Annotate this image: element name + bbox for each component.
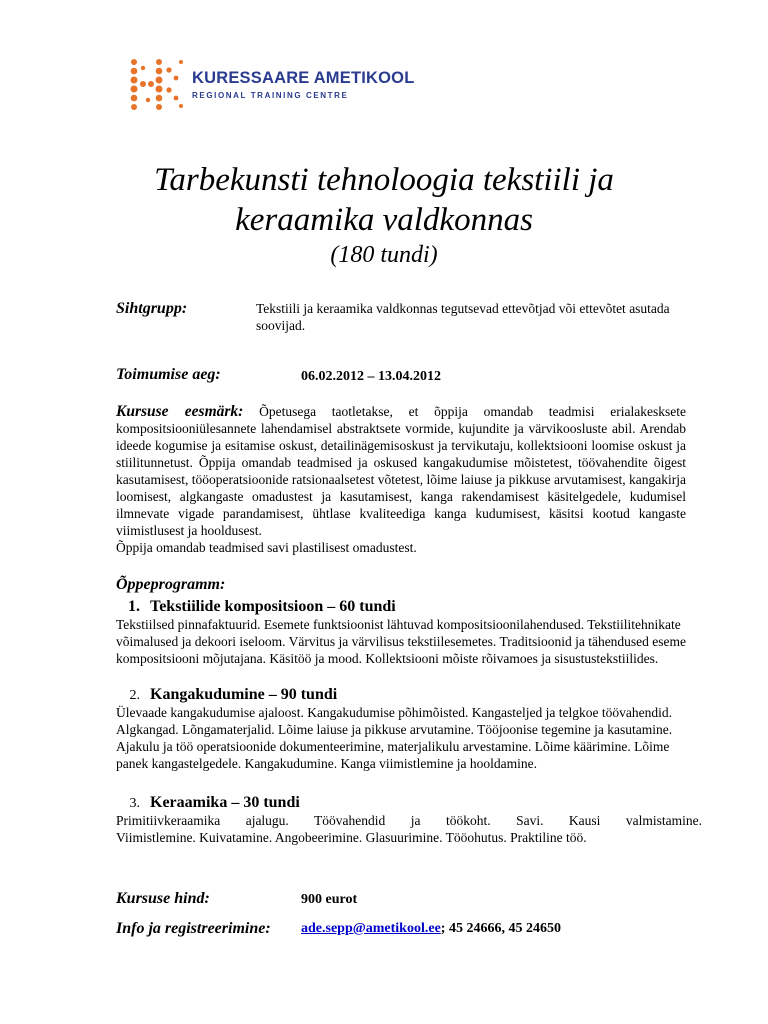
goal-label: Kursuse eesmärk: xyxy=(116,403,244,420)
goal-text-2: Õppija omandab teadmised savi plastilisest omadustest. xyxy=(116,540,417,555)
phone-numbers: ; 45 24666, 45 24650 xyxy=(440,921,561,936)
info-label: Info ja registreerimine: xyxy=(116,920,271,937)
course-goal xyxy=(116,403,686,556)
contact-info xyxy=(301,921,561,937)
module-3 xyxy=(116,794,702,846)
title-line-2: keraamika valdkonnas xyxy=(235,202,533,238)
course-hours: (180 tundi) xyxy=(330,242,438,268)
price-value: 900 eurot xyxy=(301,892,358,907)
program-label: Õppeprogramm: xyxy=(116,576,226,593)
target-group-value: Tekstiili ja keraamika valdkonnas tegutsevad ettevõtjad või ettevõtet asutada soovijad. xyxy=(256,301,670,333)
module-number: 3. xyxy=(129,796,140,811)
email-link[interactable]: ade.sepp@ametikool.ee xyxy=(301,921,441,936)
module-2 xyxy=(116,686,702,772)
page-title xyxy=(0,160,768,240)
module-title: Keraamika – 30 tundi xyxy=(150,794,300,811)
module-description-line-1: Primitiivkeraamika ajalugu. Töövahendid ja töökoht. Savi. Kausi valmistamine. xyxy=(116,813,702,828)
target-group-label: Sihtgrupp: xyxy=(116,300,188,317)
module-description-line-2: Viimistlemine. Kuivatamine. Angobeerimine. Glasuurimine. Tööohutus. Praktiline töö. xyxy=(116,830,587,845)
schedule-value: 06.02.2012 – 13.04.2012 xyxy=(301,369,441,384)
title-line-1: Tarbekunsti tehnoloogia tekstiili ja xyxy=(154,162,614,198)
schedule-label: Toimumise aeg: xyxy=(116,366,221,383)
module-description: Tekstiilsed pinnafaktuurid. Esemete funktsioonist lähtuvad kompositsioonilahendused. Tekstiilitehnikate võimalused ja dekoori iseloom. Värvitus ja värvilisus tekstiilesemetes. Traditsioonid ja tähendused eseme kompositsiooni mõjutajana. Käsitöö ja mood. Kollektsiooni mõiste rõivamoes ja sisustustekstiilides. xyxy=(116,617,687,666)
module-description: Ülevaade kangakudumise ajaloost. Kangakudumise põhimõisted. Kangasteljed ja telgkoe töövahendid. Algkangad. Lõngamaterjalid. Lõime laiuse ja pikkuse arvutamine. Tööjoonise tegemine ja kasutamine. Ajakulu ja töö operatsioonide dokumenteerimine, materjalikulu arvestamine. Lõime käärimine. Lõime panek kangastelgedele. Kangakudumine. Kanga viimistlemine ja hooldamine. xyxy=(116,705,673,771)
goal-text: Õpetusega taotletakse, et õppija omandab teadmisi erialakesksete kompositsiooniülesannete lahendamisel abstraktsete vormide, kujundite ja värvikoosluste abil. Arendab ideede kogumise ja esitamise oskust, detailinägemisoskust ja tervikutaju, kollektsiooni loomise oskust ja stiilitunnetust. Õppija omandab teadmised ja oskused kangakudumise mõistetest, töövahendite õigest kasutamisest, tööoperatsioonide ratsionaalsetest võtetest, lõime laiuse ja pikkuse arvutamisest, kangakirja loomisest, algkangaste omadustest ja kasutamisest, kanga rakendamisest käsitelgedele, kudumisel ilmnevate vigade parandamisest, ühtlase kvaliteediga kanga kudumisest, käsitsi kootud kangaste viimistlusest ja hooldusest. xyxy=(116,404,686,538)
module-title: Kangakudumine – 90 tundi xyxy=(150,686,338,703)
price-label: Kursuse hind: xyxy=(116,890,210,907)
module-number: 2. xyxy=(129,688,140,703)
logo-name: KURESSAARE AMETIKOOL xyxy=(192,68,415,87)
logo-subtitle: REGIONAL TRAINING CENTRE xyxy=(192,90,349,100)
module-1 xyxy=(116,598,702,667)
module-title: Tekstiilide kompositsioon – 60 tundi xyxy=(150,598,396,615)
module-number: 1. xyxy=(128,598,140,615)
school-logo xyxy=(126,56,414,112)
logo-dots-icon xyxy=(126,56,186,112)
